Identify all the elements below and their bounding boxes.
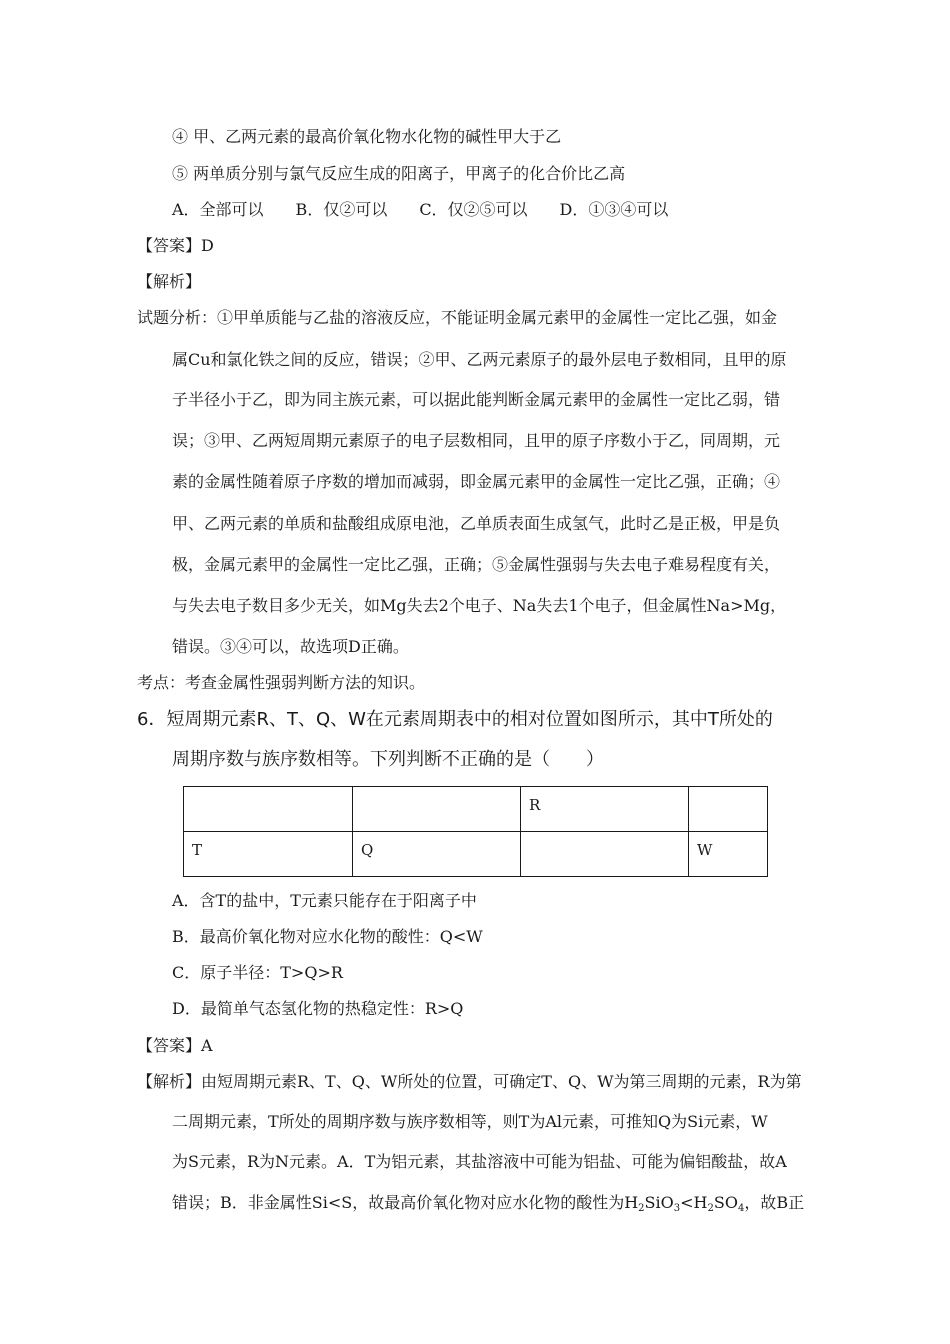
table-cell <box>353 787 521 832</box>
table-row <box>184 832 768 877</box>
q6-stem-line-2: 周期序数与族序数相等。下列判断不正确的是（ ） <box>172 749 604 770</box>
table-cell <box>689 787 768 832</box>
q5-analysis-line: 误；③甲、乙两短周期元素原子的电子层数相同，且甲的原子序数小于乙，同周期，元 <box>172 431 781 450</box>
q5-choices: A．全部可以 B．仅②可以 C．仅②⑤可以 D．①③④可以 <box>172 200 669 219</box>
table-row <box>184 787 768 832</box>
q6-option-a: A．含T的盐中，T元素只能存在于阳离子中 <box>172 891 477 910</box>
table-cell-r: R <box>521 787 689 832</box>
q6-analysis-line-formula <box>172 1193 804 1219</box>
q5-option-4: ④ 甲、乙两元素的最高价氧化物水化物的碱性甲大于乙 <box>172 127 562 146</box>
q6-answer: 【答案】A <box>137 1036 213 1055</box>
q5-analysis-label: 【解析】 <box>137 272 202 291</box>
q6-analysis-tail: ，故B正 <box>744 1193 805 1212</box>
q6-option-c: C．原子半径：T>Q>R <box>172 963 343 982</box>
formula-h2so4: $H_2SO_4$ <box>693 1193 745 1214</box>
table-cell-w: W <box>689 832 768 877</box>
q6-analysis-line: 二周期元素，T所处的周期序数与族序数相等，则T为Al元素，可推知Q为Si元素，W <box>172 1112 768 1131</box>
q6-analysis-line: 为S元素，R为N元素。A．T为铝元素，其盐溶液中可能为铝盐、可能为偏铝酸盐，故A <box>172 1152 787 1171</box>
q5-analysis-line: 素的金属性随着原子序数的增加而减弱，即金属元素甲的金属性一定比乙强，正确；④ <box>172 472 781 491</box>
q5-analysis-line: 极，金属元素甲的金属性一定比乙强，正确；⑤金属性强弱与失去电子难易程度有关， <box>172 555 781 574</box>
formula-h2sio3: $H_2SiO_3$ <box>624 1193 681 1214</box>
q5-analysis-line: 甲、乙两元素的单质和盐酸组成原电池，乙单质表面生成氢气，此时乙是正极，甲是负 <box>172 514 781 533</box>
q5-analysis-line: 与失去电子数目多少无关，如Mg失去2个电子、Na失去1个电子，但金属性Na>Mg， <box>172 596 787 615</box>
q5-analysis-line: 错误。③④可以，故选项D正确。 <box>172 637 409 656</box>
q5-answer: 【答案】D <box>137 236 214 255</box>
q6-analysis-text: 错误；B．非金属性Si<S，故最高价氧化物对应水化物的酸性为 <box>172 1193 625 1212</box>
q6-analysis-line: 【解析】由短周期元素R、T、Q、W所处的位置，可确定T、Q、W为第三周期的元素，R为第 <box>137 1072 802 1091</box>
q6-option-b: B．最高价氧化物对应水化物的酸性：Q<W <box>172 927 483 946</box>
q5-analysis-line: 子半径小于乙，即为同主族元素，可以据此能判断金属元素甲的金属性一定比乙弱，错 <box>172 390 781 409</box>
periodic-table-fragment <box>183 786 768 877</box>
table-cell <box>521 832 689 877</box>
table-cell <box>184 787 353 832</box>
less-than-sign: < <box>680 1193 694 1212</box>
q5-kaodian: 考点：考查金属性强弱判断方法的知识。 <box>137 673 426 692</box>
q6-stem-line-1: 6．短周期元素R、T、Q、W在元素周期表中的相对位置如图所示，其中T所处的 <box>137 709 773 730</box>
q6-option-d: D．最简单气态氢化物的热稳定性：R>Q <box>172 999 464 1018</box>
q5-analysis-line: 属Cu和氯化铁之间的反应，错误；②甲、乙两元素原子的最外层电子数相同，且甲的原 <box>172 350 787 369</box>
table-cell-q: Q <box>353 832 521 877</box>
q5-analysis-line: 试题分析：①甲单质能与乙盐的溶液反应，不能证明金属元素甲的金属性一定比乙强，如金 <box>137 308 778 327</box>
q5-option-5: ⑤ 两单质分别与氯气反应生成的阳离子，甲离子的化合价比乙高 <box>172 164 626 183</box>
table-cell-t: T <box>184 832 353 877</box>
